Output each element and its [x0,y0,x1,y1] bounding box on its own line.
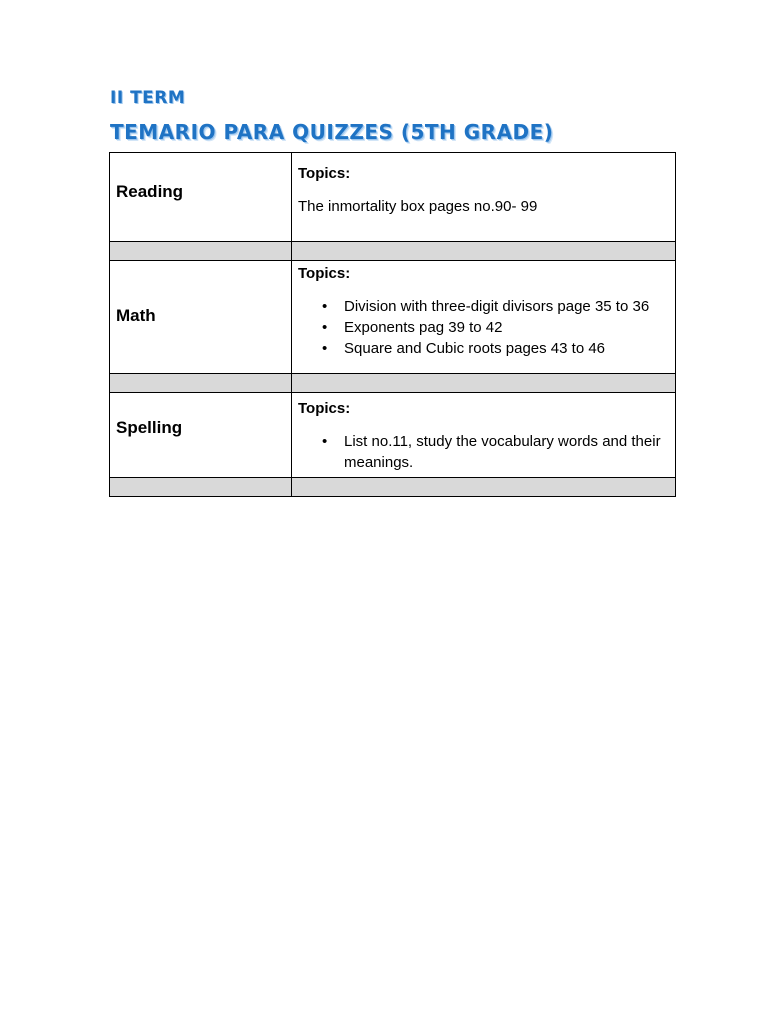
spacer-cell [110,478,292,497]
spacer-cell [110,242,292,261]
topics-cell-spelling [292,393,676,478]
math-row [110,261,676,374]
spacer-row [110,374,676,393]
topics-cell-reading [292,153,676,242]
document-title: TEMARIO PARA QUIZZES (5TH GRADE) [110,120,554,144]
list-item: • Division with three-digit divisors page 35 to 36 [344,296,669,317]
reading-row [110,153,676,242]
subject-cell-reading [110,153,292,242]
spacer-cell [292,374,676,393]
topics-label: Topics: [298,400,351,417]
spacer-row [110,478,676,497]
list-item: • Exponents pag 39 to 42 [344,317,669,338]
list-item: • Square and Cubic roots pages 43 to 46 [344,338,669,359]
subject-cell-spelling [110,393,292,478]
spacer-cell [292,478,676,497]
quiz-topics-table [109,152,676,497]
subject-reading: Reading [116,182,184,201]
topics-cell-math [292,261,676,374]
spacer-row [110,242,676,261]
list-item: • List no.11, study the vocabulary words and their meanings. [344,431,669,473]
topics-label: Topics: [298,265,351,282]
subject-spelling: Spelling [116,418,183,437]
spacer-cell [110,374,292,393]
math-topic-list [298,296,669,359]
spelling-topic-list [298,431,669,473]
subject-math: Math [116,306,156,325]
subject-cell-math [110,261,292,374]
spacer-cell [292,242,676,261]
term-heading: II TERM [110,88,186,108]
spelling-row [110,393,676,478]
topics-label: Topics: [298,165,351,182]
reading-topic-text: The inmortality box pages no.90- 99 [298,198,538,215]
